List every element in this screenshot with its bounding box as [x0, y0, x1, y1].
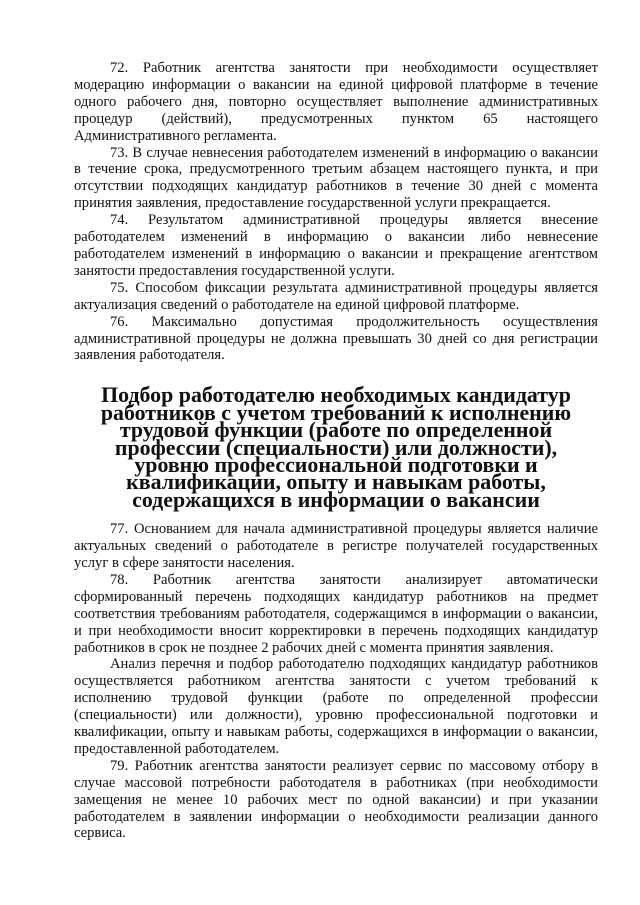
paragraph-77: 77. Основанием для начала административной процедуры является наличие актуальных сведений о работодателе в регистре получателей государственных услуг в сфере занятости населения.	[74, 521, 598, 571]
paragraph-73: 73. В случае невнесения работодателем изменений в информацию о вакансии в течение срока, предусмотренного третьим абзацем настоящего пункта, и при отсутствии подходящих кандидатур работников в течение 30 дней с момента принятия заявления, предоставление государственной услуги прекращается.	[74, 144, 598, 212]
paragraph-75: 75. Способом фиксации результата административной процедуры является актуализация сведений о работодателе на единой цифровой платформе.	[74, 279, 598, 313]
paragraph-76: 76. Максимально допустимая продолжительность осуществления административной процедуры не должна превышать 30 дней со дня регистрации заявления работодателя.	[74, 313, 598, 364]
section-heading: Подбор работодателю необходимых кандидатур работников с учетом требований к исполнению трудовой функции (работе по определенной профессии (специальности) или должности), уровню профессиональной подготовки и квалификации, опыту и навыкам работы, содержащихся в информации о вакансии	[100, 382, 572, 512]
paragraph-78-analysis: Анализ перечня и подбор работодателю подходящих кандидатур работников осуществляется работником агентства занятости с учетом требований к исполнению трудовой функции (работе по определенной профессии (специальности) или должности), уровню профессиональной подготовки и квалификации, опыту и навыкам работы, содержащихся в информации о вакансии, предоставленной работодателем.	[74, 656, 598, 757]
paragraph-74: 74. Результатом административной процедуры является внесение работодателем изменений в информацию о вакансии либо невнесение работодателем изменений в информацию о вакансии и прекращение агентством занятости предоставления государственной услуги.	[74, 212, 598, 279]
paragraph-79: 79. Работник агентства занятости реализует сервис по массовому отбору в случае массовой потребности работодателя в работниках (при необходимости замещения не менее 10 рабочих мест по одной вакансии) и при указании работодателем в заявлении информации о необходимости реализации данного сервиса.	[74, 757, 598, 842]
section-candidate-selection	[74, 521, 598, 842]
paragraph-78: 78. Работник агентства занятости анализирует автоматически сформированный перечень подходящих кандидатур работников на предмет соответствия требованиям работодателя, содержащимся в информации о вакансии, и при необходимости вносит корректировки в перечень подходящих кандидатур работников в срок не позднее 2 рабочих дней с момента принятия заявления.	[74, 571, 598, 656]
section-intro	[74, 60, 598, 364]
paragraph-72: 72. Работник агентства занятости при необходимости осуществляет модерацию информации о вакансии на единой цифровой платформе в течение одного рабочего дня, повторно осуществляет выполнение административных процедур (действий), предусмотренных пунктом 65 настоящего Административного регламента.	[74, 60, 598, 144]
